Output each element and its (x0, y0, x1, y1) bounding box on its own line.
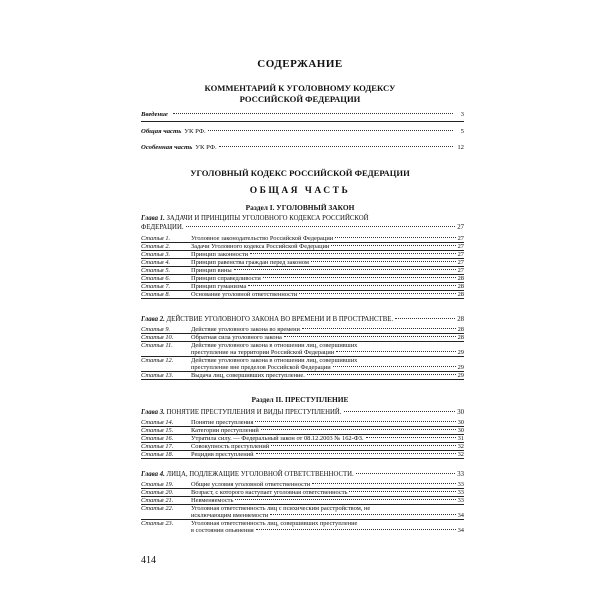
chapter-4-entry[interactable]: Глава 4. ЛИЦА, ПОДЛЕЖАЩИЕ УГОЛОВНОЙ ОТВЕТСТВЕННОСТИ. 33 (141, 471, 464, 478)
article-row[interactable]: Статья 14. Понятие преступления 30 (141, 419, 464, 426)
article-row[interactable]: Статья 19. Общие условия уголовной ответственности 33 (141, 481, 464, 488)
commentary-title: КОММЕНТАРИЙ К УГОЛОВНОМУ КОДЕКСУ РОССИЙСКОЙ ФЕДЕРАЦИИ (204, 83, 396, 104)
article-row[interactable]: Статья 2. Задачи Уголовного кодекса Российской Федерации 27 (141, 243, 464, 250)
general-part-toc-row[interactable]: Общая часть УК РФ. 5 (141, 128, 464, 135)
page-number: 414 (141, 555, 156, 566)
article-row[interactable]: Статья 10. Обратная сила уголовного закона 28 (141, 334, 464, 341)
article-row[interactable]: Статья 8. Основание уголовной ответственности 28 (141, 291, 464, 298)
article-row[interactable]: Статья 9. Действие уголовного закона во времени 28 (141, 326, 464, 333)
article-row[interactable]: Статья 18. Рецидив преступлений 32 (141, 451, 464, 458)
article-row[interactable]: Статья 1. Уголовное законодательство Российской Федерации 27 (141, 235, 464, 242)
chapter-1-entry[interactable]: Глава 1. ЗАДАЧИ И ПРИНЦИПЫ УГОЛОВНОГО КОДЕКСА РОССИЙСКОЙ ФЕДЕРАЦИИ. 27 (141, 215, 464, 231)
article-row[interactable]: Статья 13. Выдача лиц, совершивших преступление. 29 (141, 372, 464, 379)
article-row[interactable]: Статья 12. Действие уголовного закона в отношении лиц, совершивших преступление вне пределов Российской Федерации 29 (141, 357, 464, 371)
article-row[interactable]: Статья 23. Уголовная ответственность лиц, совершивших преступление в состоянии опьянения 34 (141, 520, 464, 534)
article-row[interactable]: Статья 4. Принцип равенства граждан перед законом 27 (141, 259, 464, 266)
chapter-1-articles (141, 235, 464, 299)
article-row[interactable]: Статья 11. Действие уголовного закона в отношении лиц, совершивших преступление на территории Российской Федерации 29 (141, 342, 464, 356)
part-title: ОБЩАЯ ЧАСТЬ (249, 186, 351, 196)
article-row[interactable]: Статья 3. Принцип законности 27 (141, 251, 464, 258)
chapter-3-entry[interactable]: Глава 3. ПОНЯТИЕ ПРЕСТУПЛЕНИЯ И ВИДЫ ПРЕСТУПЛЕНИЙ. 30 (141, 409, 464, 416)
article-row[interactable]: Статья 21. Невменяемость 33 (141, 497, 464, 504)
chapter-2-entry[interactable]: Глава 2. ДЕЙСТВИЕ УГОЛОВНОГО ЗАКОНА ВО ВРЕМЕНИ И В ПРОСТРАНСТВЕ. 28 (141, 316, 464, 323)
chapter-4-articles (141, 481, 464, 534)
article-row[interactable]: Статья 22. Уголовная ответственность лиц с психическим расстройством, не исключающим вменяемости 34 (141, 505, 464, 519)
intro-toc-row[interactable]: Введение 3 (141, 111, 464, 122)
section-1-title: Раздел I. УГОЛОВНЫЙ ЗАКОН (245, 203, 355, 212)
article-row[interactable]: Статья 17. Совокупность преступлений 32 (141, 443, 464, 450)
special-part-toc-row[interactable]: Особенная часть УК РФ. 12 (141, 144, 464, 151)
code-title: УГОЛОВНЫЙ КОДЕКС РОССИЙСКОЙ ФЕДЕРАЦИИ (190, 168, 410, 178)
contents-title: СОДЕРЖАНИЕ (257, 58, 343, 70)
article-row[interactable]: Статья 7. Принцип гуманизма 28 (141, 283, 464, 290)
chapter-2-articles (141, 326, 464, 380)
section-2-title: Раздел II. ПРЕСТУПЛЕНИЕ (251, 395, 349, 404)
article-row[interactable]: Статья 5. Принцип вины 27 (141, 267, 464, 274)
article-row[interactable]: Статья 6. Принцип справедливости 28 (141, 275, 464, 282)
article-row[interactable]: Статья 15. Категории преступлений 30 (141, 427, 464, 434)
article-row[interactable]: Статья 20. Возраст, с которого наступает уголовная ответственность 33 (141, 489, 464, 496)
article-row[interactable]: Статья 16. Утратила силу. — Федеральный закон от 08.12.2003 № 162-ФЗ. 31 (141, 435, 464, 442)
chapter-3-articles (141, 419, 464, 459)
